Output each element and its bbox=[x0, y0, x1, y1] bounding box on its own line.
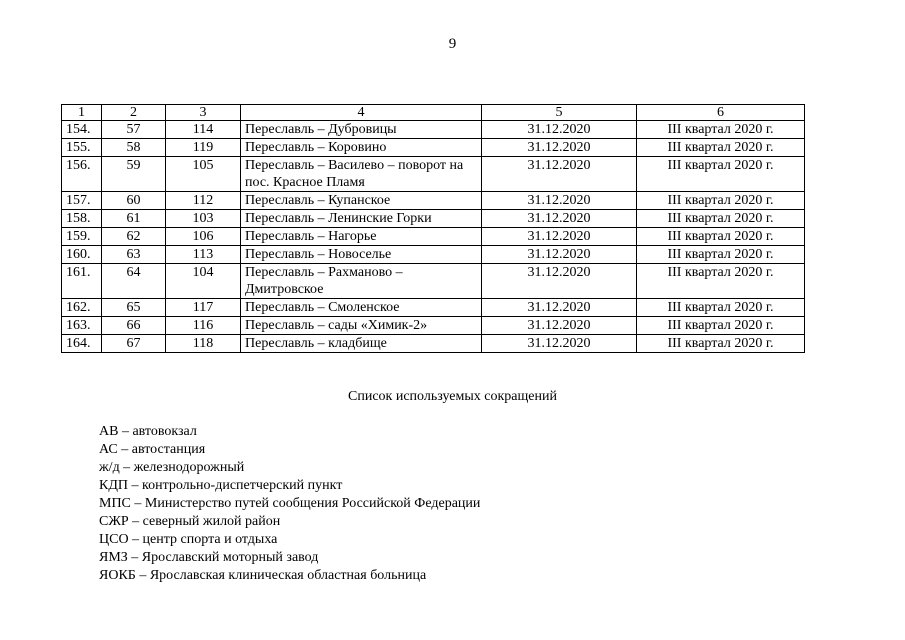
abbreviation-item: АС – автостанция bbox=[99, 442, 206, 457]
table-cell: Переславль – Коровино bbox=[241, 139, 482, 157]
table-header-row bbox=[62, 105, 805, 121]
table-cell: 66 bbox=[102, 317, 166, 335]
abbreviation-item: ЯОКБ – Ярославская клиническая областная больница bbox=[99, 568, 427, 583]
column-header: 6 bbox=[637, 105, 805, 121]
table-cell: 61 bbox=[102, 210, 166, 228]
table-cell: Переславль – Нагорье bbox=[241, 228, 482, 246]
table-cell: III квартал 2020 г. bbox=[637, 299, 805, 317]
table-cell: 118 bbox=[166, 335, 241, 353]
table-cell: 155. bbox=[62, 139, 102, 157]
table-cell: 31.12.2020 bbox=[482, 157, 637, 192]
abbreviation-item: КДП – контрольно-диспетчерский пункт bbox=[99, 478, 343, 493]
table-cell: 64 bbox=[102, 264, 166, 299]
table-cell: Переславль – Новоселье bbox=[241, 246, 482, 264]
table-cell: Переславль – Рахманово – Дмитровское bbox=[241, 264, 482, 299]
table-cell: 63 bbox=[102, 246, 166, 264]
table-cell: III квартал 2020 г. bbox=[637, 264, 805, 299]
table-cell: Переславль – Василево – поворот на пос. Красное Пламя bbox=[241, 157, 482, 192]
table-cell: 159. bbox=[62, 228, 102, 246]
table-cell: 59 bbox=[102, 157, 166, 192]
table-cell: III квартал 2020 г. bbox=[637, 228, 805, 246]
table-cell: III квартал 2020 г. bbox=[637, 335, 805, 353]
table-cell: Переславль – Дубровицы bbox=[241, 121, 482, 139]
table-cell: Переславль – сады «Химик-2» bbox=[241, 317, 482, 335]
table-cell: 117 bbox=[166, 299, 241, 317]
column-header: 2 bbox=[102, 105, 166, 121]
table-cell: 114 bbox=[166, 121, 241, 139]
table-row bbox=[62, 228, 805, 246]
abbreviation-item: МПС – Министерство путей сообщения Российской Федерации bbox=[99, 496, 481, 511]
table-cell: 164. bbox=[62, 335, 102, 353]
table-cell: 161. bbox=[62, 264, 102, 299]
table-cell: 162. bbox=[62, 299, 102, 317]
table-cell: 31.12.2020 bbox=[482, 192, 637, 210]
table-cell: Переславль – Смоленское bbox=[241, 299, 482, 317]
table-cell: 65 bbox=[102, 299, 166, 317]
table-cell: 113 bbox=[166, 246, 241, 264]
table-cell: III квартал 2020 г. bbox=[637, 246, 805, 264]
table-cell: III квартал 2020 г. bbox=[637, 139, 805, 157]
column-header: 3 bbox=[166, 105, 241, 121]
table-cell: 31.12.2020 bbox=[482, 246, 637, 264]
table-cell: 31.12.2020 bbox=[482, 317, 637, 335]
table-cell: 156. bbox=[62, 157, 102, 192]
table-cell: 157. bbox=[62, 192, 102, 210]
table-row bbox=[62, 264, 805, 299]
column-header: 1 bbox=[62, 105, 102, 121]
table-cell: 104 bbox=[166, 264, 241, 299]
table-row bbox=[62, 121, 805, 139]
abbreviations-list bbox=[99, 423, 480, 585]
abbreviation-item: ЦСО – центр спорта и отдыха bbox=[99, 532, 278, 547]
table-cell: 105 bbox=[166, 157, 241, 192]
table-cell: 58 bbox=[102, 139, 166, 157]
table-row bbox=[62, 246, 805, 264]
table-cell: Переславль – Купанское bbox=[241, 192, 482, 210]
page-number: 9 bbox=[448, 36, 457, 52]
table-row bbox=[62, 139, 805, 157]
table-cell: 31.12.2020 bbox=[482, 139, 637, 157]
table-cell: 154. bbox=[62, 121, 102, 139]
table-cell: 31.12.2020 bbox=[482, 264, 637, 299]
table-cell: Переславль – кладбище bbox=[241, 335, 482, 353]
table-cell: III квартал 2020 г. bbox=[637, 192, 805, 210]
table-cell: 163. bbox=[62, 317, 102, 335]
abbreviations-title: Список используемых сокращений bbox=[348, 389, 557, 404]
table-cell: 158. bbox=[62, 210, 102, 228]
table-cell: 119 bbox=[166, 139, 241, 157]
abbreviation-item: СЖР – северный жилой район bbox=[99, 514, 281, 529]
table-row bbox=[62, 317, 805, 335]
table-cell: 31.12.2020 bbox=[482, 299, 637, 317]
table-row bbox=[62, 335, 805, 353]
table-cell: 103 bbox=[166, 210, 241, 228]
abbreviation-item: ЯМЗ – Ярославский моторный завод bbox=[99, 550, 319, 565]
table-cell: 31.12.2020 bbox=[482, 210, 637, 228]
table-row bbox=[62, 299, 805, 317]
table-row bbox=[62, 157, 805, 192]
abbreviation-item: АВ – автовокзал bbox=[99, 424, 197, 439]
table-cell: 67 bbox=[102, 335, 166, 353]
table-cell: III квартал 2020 г. bbox=[637, 157, 805, 192]
routes-table bbox=[61, 104, 805, 353]
table-cell: III квартал 2020 г. bbox=[637, 317, 805, 335]
abbreviation-item: ж/д – железнодорожный bbox=[99, 460, 245, 475]
table-row bbox=[62, 192, 805, 210]
column-header: 5 bbox=[482, 105, 637, 121]
table-cell: 160. bbox=[62, 246, 102, 264]
table-cell: 60 bbox=[102, 192, 166, 210]
table-cell: III квартал 2020 г. bbox=[637, 121, 805, 139]
table-row bbox=[62, 210, 805, 228]
table-cell: III квартал 2020 г. bbox=[637, 210, 805, 228]
table-cell: 31.12.2020 bbox=[482, 335, 637, 353]
column-header: 4 bbox=[241, 105, 482, 121]
table-cell: 57 bbox=[102, 121, 166, 139]
table-cell: Переславль – Ленинские Горки bbox=[241, 210, 482, 228]
table-cell: 62 bbox=[102, 228, 166, 246]
table-cell: 112 bbox=[166, 192, 241, 210]
table-cell: 116 bbox=[166, 317, 241, 335]
table-cell: 31.12.2020 bbox=[482, 121, 637, 139]
table-cell: 106 bbox=[166, 228, 241, 246]
table-cell: 31.12.2020 bbox=[482, 228, 637, 246]
